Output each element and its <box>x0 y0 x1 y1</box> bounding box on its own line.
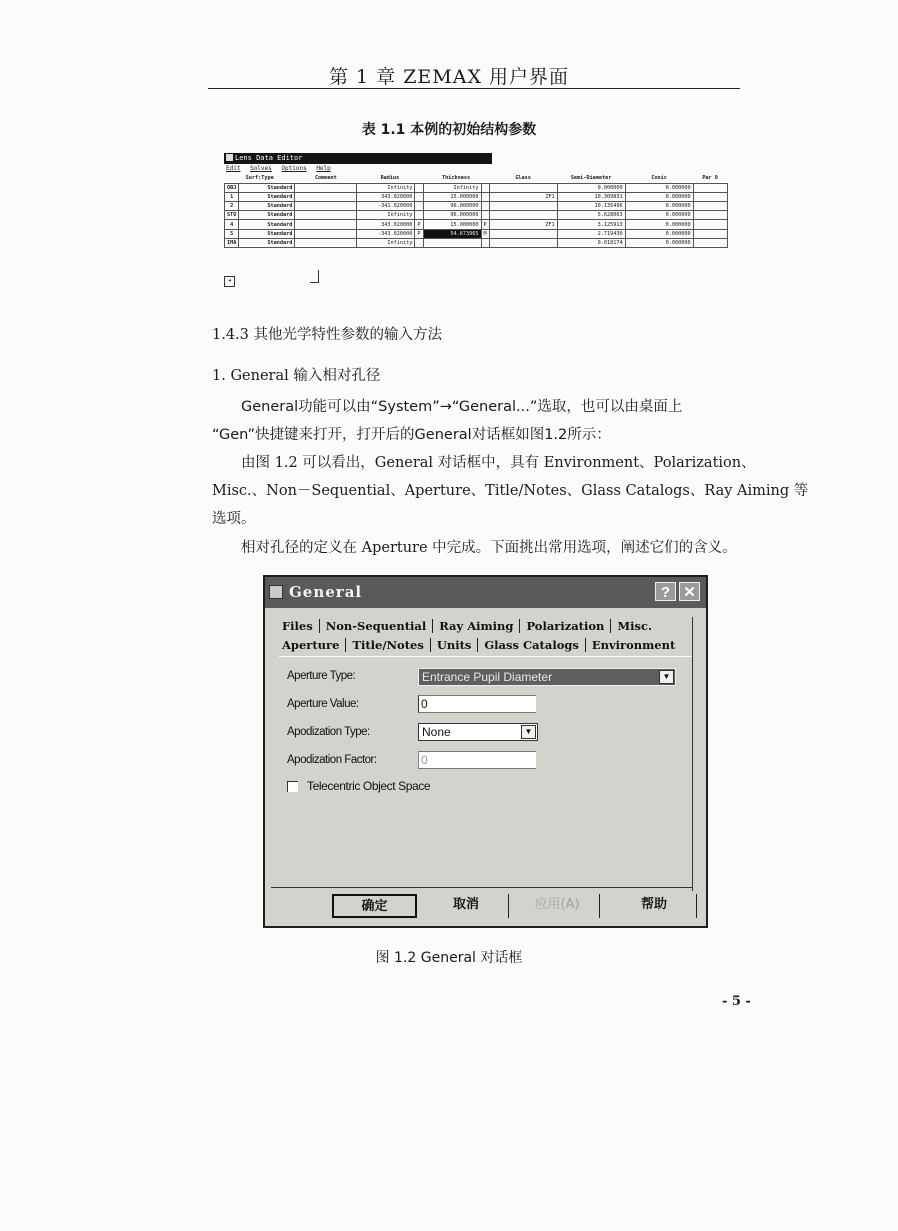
paragraph-2-line-1: 由图 1.2 可以看出，General 对话框中，具有 Environment、Polarization、 <box>241 455 756 471</box>
dialog-title: General <box>289 583 363 601</box>
col-thickness: Thickness <box>423 174 489 183</box>
table-row <box>225 229 728 238</box>
dialog-button-separator <box>271 887 693 888</box>
lens-data-editor <box>224 153 736 288</box>
item-heading: 1. General 输入相对孔径 <box>212 368 381 384</box>
radius-solve-cell[interactable]: P <box>415 220 423 229</box>
glass-cell[interactable] <box>489 211 557 220</box>
lens-editor-menu <box>226 165 337 172</box>
thickness-solve-cell[interactable]: M <box>481 229 489 238</box>
aperture-value-input[interactable]: 0 <box>418 695 536 713</box>
table-row <box>225 238 728 247</box>
radius-cell[interactable]: Infinity <box>357 183 415 192</box>
col-conic: Conic <box>625 174 693 183</box>
table-row <box>225 192 728 201</box>
ok-button[interactable]: 确定 <box>332 894 417 918</box>
surface-type-cell[interactable]: Standard <box>239 229 295 238</box>
apodization-type-value: None <box>422 725 451 739</box>
radius-solve-cell[interactable] <box>415 202 423 211</box>
radius-cell[interactable]: Infinity <box>357 211 415 220</box>
menu-edit[interactable]: Edit <box>226 165 241 172</box>
thickness-solve-cell[interactable] <box>481 192 489 201</box>
lens-editor-title: Lens Data Editor <box>235 154 303 162</box>
glass-cell[interactable] <box>489 202 557 211</box>
tab-non-sequential[interactable]: Non-Sequential <box>319 619 433 633</box>
par0-cell[interactable] <box>693 238 727 247</box>
tab-aperture[interactable]: Aperture <box>282 638 340 652</box>
lens-table-header <box>225 174 728 183</box>
conic-cell[interactable]: 0.000000 <box>625 220 693 229</box>
surface-id-cell[interactable]: 4 <box>225 220 239 229</box>
thickness-cell[interactable]: Infinity <box>423 183 481 192</box>
general-dialog <box>263 575 708 928</box>
apodization-type-select[interactable] <box>418 723 538 741</box>
chevron-down-icon[interactable]: ▼ <box>521 725 536 739</box>
tab-panel-right-edge <box>692 617 693 891</box>
thickness-cell[interactable]: 15.000000 <box>423 220 481 229</box>
apodization-factor-label: Apodization Factor: <box>287 754 377 766</box>
radius-solve-cell[interactable] <box>415 211 423 220</box>
cancel-button[interactable]: 取消 <box>424 894 509 918</box>
table-row <box>225 211 728 220</box>
tab-polarization[interactable]: Polarization <box>519 619 610 633</box>
surface-id-cell[interactable]: 5 <box>225 229 239 238</box>
paragraph-1-line-1: General功能可以由“System”→“General...”选取，也可以由桌面上 <box>241 399 683 415</box>
par0-cell[interactable] <box>693 229 727 238</box>
telecentric-label: Telecentric Object Space <box>307 779 431 793</box>
semi-diameter-cell[interactable]: 2.719430 <box>557 229 625 238</box>
radius-cell[interactable]: -343.020000 <box>357 229 415 238</box>
tab-environment[interactable]: Environment <box>585 638 681 652</box>
comment-cell[interactable] <box>295 220 357 229</box>
menu-options[interactable]: Options <box>281 165 307 172</box>
conic-cell[interactable]: 0.000000 <box>625 183 693 192</box>
table-row <box>225 183 728 192</box>
apodization-type-label: Apodization Type: <box>287 726 370 738</box>
surface-type-cell[interactable]: Standard <box>239 183 295 192</box>
lens-editor-scroll-left[interactable]: ◂ <box>224 276 235 287</box>
thickness-cell[interactable]: 96.000000 <box>423 202 481 211</box>
thickness-solve-cell[interactable] <box>481 211 489 220</box>
lens-editor-titlebar <box>224 153 492 164</box>
surface-id-cell[interactable]: STO <box>225 211 239 220</box>
col-glass: Glass <box>489 174 557 183</box>
par0-cell[interactable] <box>693 220 727 229</box>
semi-diameter-cell[interactable]: 5.628063 <box>557 211 625 220</box>
chapter-title: 第 1 章 ZEMAX 用户界面 <box>328 66 570 88</box>
semi-diameter-cell[interactable]: 3.125913 <box>557 220 625 229</box>
radius-solve-cell[interactable] <box>415 238 423 247</box>
comment-cell[interactable] <box>295 229 357 238</box>
dialog-app-icon <box>269 585 283 599</box>
radius-cell[interactable]: Infinity <box>357 238 415 247</box>
paragraph-1-line-2: “Gen”快捷键来打开，打开后的General对话框如图1.2所示： <box>212 427 611 443</box>
tab-title-notes[interactable]: Title/Notes <box>345 638 429 652</box>
par0-cell[interactable] <box>693 202 727 211</box>
col-comment: Comment <box>295 174 357 183</box>
thickness-cell[interactable] <box>423 238 481 247</box>
par0-cell[interactable] <box>693 183 727 192</box>
comment-cell[interactable] <box>295 202 357 211</box>
tab-units[interactable]: Units <box>430 638 478 652</box>
glass-cell[interactable] <box>489 229 557 238</box>
comment-cell[interactable] <box>295 192 357 201</box>
help-title-button[interactable]: ? <box>655 582 676 601</box>
conic-cell[interactable]: 0.000000 <box>625 238 693 247</box>
surface-id-cell[interactable]: 2 <box>225 202 239 211</box>
menu-solves[interactable]: Solves <box>250 165 272 172</box>
table-caption: 表 1.1 本例的初始结构参数 <box>361 122 537 138</box>
dialog-titlebar <box>265 577 706 608</box>
thickness-solve-cell[interactable] <box>481 238 489 247</box>
semi-diameter-cell[interactable]: 0.018174 <box>557 238 625 247</box>
section-heading: 1.4.3 其他光学特性参数的输入方法 <box>212 327 443 343</box>
table-row <box>225 202 728 211</box>
tab-glass-catalogs[interactable]: Glass Catalogs <box>477 638 585 652</box>
surface-id-cell[interactable]: 1 <box>225 192 239 201</box>
aperture-value-label: Aperture Value: <box>287 698 359 710</box>
lens-editor-corner-mark <box>310 270 319 283</box>
chevron-down-icon[interactable]: ▼ <box>659 670 674 684</box>
paragraph-2-line-2: Misc.、Non－Sequential、Aperture、Title/Notes、Glass Catalogs、Ray Aiming 等 <box>212 483 809 499</box>
par0-cell[interactable] <box>693 211 727 220</box>
conic-cell[interactable]: 0.000000 <box>625 211 693 220</box>
figure-caption: 图 1.2 General 对话框 <box>375 950 523 966</box>
radius-solve-cell[interactable] <box>415 183 423 192</box>
header-rule <box>208 88 740 89</box>
glass-cell[interactable]: ZF1 <box>489 220 557 229</box>
paragraph-2-line-3: 选项。 <box>212 511 256 527</box>
tab-misc[interactable]: Misc. <box>610 619 658 633</box>
conic-cell[interactable]: 0.000000 <box>625 192 693 201</box>
close-title-button[interactable]: ✕ <box>679 582 700 601</box>
tab-ray-aiming[interactable]: Ray Aiming <box>432 619 519 633</box>
thickness-solve-cell[interactable]: P <box>481 220 489 229</box>
thickness-solve-cell[interactable] <box>481 183 489 192</box>
help-button[interactable]: 帮助 <box>612 894 697 918</box>
apply-button[interactable]: 应用(A) <box>515 894 600 918</box>
conic-cell[interactable]: 0.000000 <box>625 202 693 211</box>
aperture-type-value: Entrance Pupil Diameter <box>422 670 553 684</box>
glass-cell[interactable]: ZF1 <box>489 192 557 201</box>
menu-help[interactable]: Help <box>316 165 331 172</box>
surface-type-cell[interactable]: Standard <box>239 211 295 220</box>
paragraph-3: 相对孔径的定义在 Aperture 中完成。下面挑出常用选项，阐述它们的含义。 <box>241 540 737 556</box>
apodization-factor-input[interactable]: 0 <box>418 751 536 769</box>
semi-diameter-cell[interactable]: 10.135496 <box>557 202 625 211</box>
comment-cell[interactable] <box>295 183 357 192</box>
par0-cell[interactable] <box>693 192 727 201</box>
surface-type-cell[interactable]: Standard <box>239 202 295 211</box>
semi-diameter-cell[interactable]: 0.000000 <box>557 183 625 192</box>
radius-cell[interactable]: -341.020000 <box>357 202 415 211</box>
surface-id-cell[interactable]: IMA <box>225 238 239 247</box>
surface-type-cell[interactable]: Standard <box>239 220 295 229</box>
col-surf-type: Surf:Type <box>225 174 295 183</box>
thickness-cell[interactable]: 15.000000 <box>423 192 481 201</box>
aperture-type-select[interactable] <box>418 668 676 686</box>
tab-files[interactable]: Files <box>282 619 313 633</box>
glass-cell[interactable] <box>489 238 557 247</box>
tab-panel-top-edge <box>279 656 692 657</box>
dialog-tabs <box>282 619 681 657</box>
table-row <box>225 220 728 229</box>
aperture-type-label: Aperture Type: <box>287 670 356 682</box>
glass-cell[interactable] <box>489 183 557 192</box>
radius-solve-cell[interactable] <box>415 192 423 201</box>
surface-id-cell[interactable]: OBJ <box>225 183 239 192</box>
surface-type-cell[interactable]: Standard <box>239 238 295 247</box>
lens-data-table <box>224 174 728 248</box>
semi-diameter-cell[interactable]: 10.309831 <box>557 192 625 201</box>
thickness-solve-cell[interactable] <box>481 202 489 211</box>
surface-type-cell[interactable]: Standard <box>239 192 295 201</box>
col-par0: Par 0 <box>693 174 727 183</box>
radius-solve-cell[interactable]: P <box>415 229 423 238</box>
radius-cell[interactable]: 343.020000 <box>357 220 415 229</box>
conic-cell[interactable]: 0.000000 <box>625 229 693 238</box>
thickness-cell[interactable]: 96.000000 <box>423 211 481 220</box>
telecentric-checkbox[interactable] <box>287 781 298 792</box>
comment-cell[interactable] <box>295 211 357 220</box>
col-radius: Radius <box>357 174 423 183</box>
page-number: - 5 - <box>722 994 751 1009</box>
col-semi-diameter: Semi-Diameter <box>557 174 625 183</box>
radius-cell[interactable]: 343.020000 <box>357 192 415 201</box>
thickness-cell[interactable]: 54.673965 <box>423 229 481 238</box>
lens-editor-app-icon <box>226 154 233 161</box>
comment-cell[interactable] <box>295 238 357 247</box>
